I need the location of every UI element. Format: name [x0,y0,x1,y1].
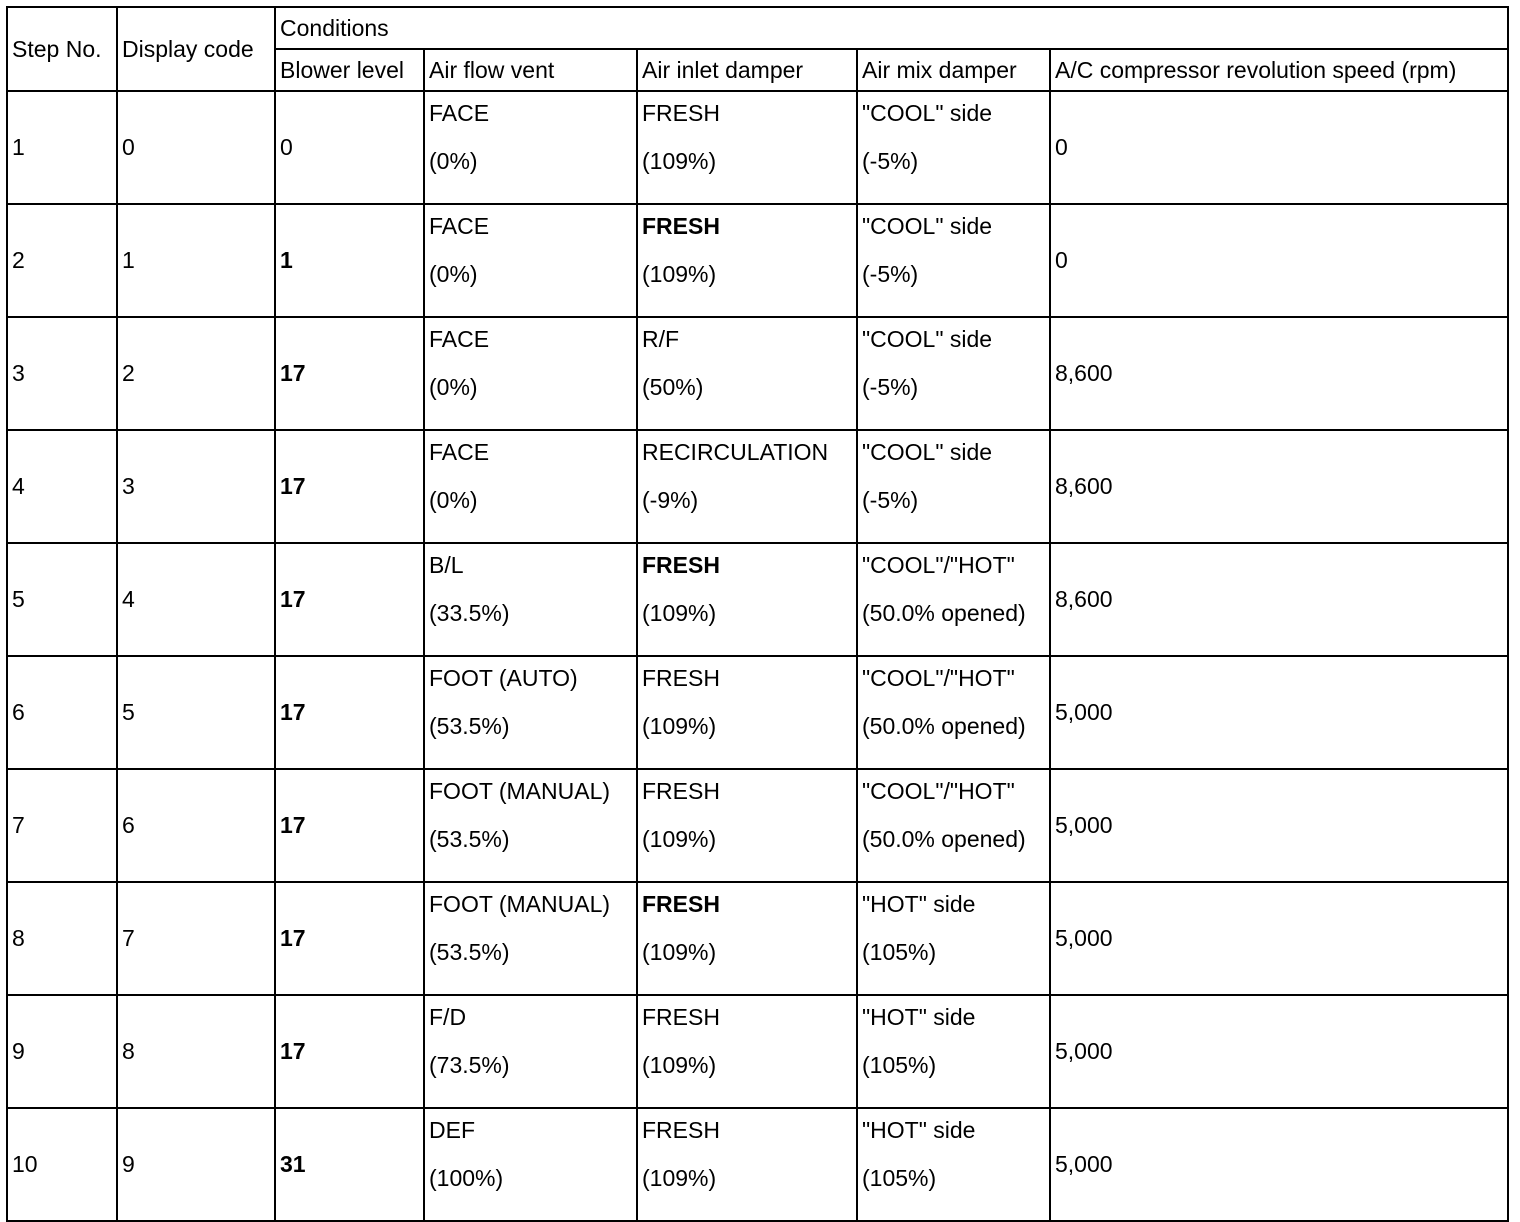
header-conditions: Conditions [275,7,1508,49]
cell-blower-level: 17 [275,769,424,882]
header-air-inlet-damper: Air inlet damper [637,49,857,91]
cell-air-mix-damper [857,204,1050,317]
cell-compressor-speed: 5,000 [1050,882,1508,995]
cell-air-inlet-damper-value: FRESH [642,1117,720,1143]
table-row [7,769,1508,882]
cell-air-mix-damper [857,430,1050,543]
cell-blower-level: 31 [275,1108,424,1221]
table-row [7,91,1508,204]
cell-air-inlet-damper-percent: (109%) [642,600,717,626]
cell-step-no: 4 [7,430,117,543]
cell-blower-level: 17 [275,656,424,769]
cell-air-flow-vent-value: FACE [429,439,490,465]
table-row [7,430,1508,543]
cell-air-flow-vent [424,769,637,882]
cell-air-inlet-damper-percent: (109%) [642,826,717,852]
cell-air-mix-damper-percent: (50.0% opened) [862,713,1026,739]
cell-air-inlet-damper [637,882,857,995]
cell-compressor-speed: 0 [1050,91,1508,204]
cell-air-mix-damper-value: "COOL" side [862,439,993,465]
cell-air-inlet-damper [637,204,857,317]
cell-air-flow-vent-value: FOOT (AUTO) [429,665,578,691]
table-row [7,317,1508,430]
cell-air-flow-vent [424,317,637,430]
cell-blower-level: 17 [275,430,424,543]
cell-air-flow-vent-value: FOOT (MANUAL) [429,891,611,917]
cell-air-mix-damper-value: "COOL" side [862,100,993,126]
cell-air-mix-damper [857,317,1050,430]
cell-air-flow-vent-value: F/D [429,1004,467,1030]
cell-air-inlet-damper [637,1108,857,1221]
cell-blower-level: 1 [275,204,424,317]
cell-air-flow-vent [424,656,637,769]
cell-air-inlet-damper-percent: (109%) [642,148,717,174]
cell-air-flow-vent-value: FACE [429,213,490,239]
cell-air-mix-damper-percent: (-5%) [862,148,919,174]
cell-air-flow-vent-percent: (73.5%) [429,1052,510,1078]
cell-air-mix-damper-value: "COOL" side [862,213,993,239]
cell-air-inlet-damper-value: FRESH [642,891,720,917]
cell-air-flow-vent-value: B/L [429,552,464,578]
cell-display-code: 9 [117,1108,275,1221]
cell-air-flow-vent-value: FACE [429,326,490,352]
cell-compressor-speed: 5,000 [1050,995,1508,1108]
cell-air-mix-damper-percent: (-5%) [862,261,919,287]
cell-air-mix-damper-percent: (50.0% opened) [862,600,1026,626]
cell-air-mix-damper-percent: (-5%) [862,374,919,400]
cell-display-code: 0 [117,91,275,204]
cell-display-code: 7 [117,882,275,995]
cell-compressor-speed: 5,000 [1050,656,1508,769]
cell-air-inlet-damper [637,995,857,1108]
cell-air-flow-vent-percent: (0%) [429,374,478,400]
cell-air-mix-damper-percent: (-5%) [862,487,919,513]
cell-air-inlet-damper-percent: (109%) [642,713,717,739]
cell-air-inlet-damper-value: R/F [642,326,680,352]
cell-air-flow-vent [424,1108,637,1221]
cell-air-mix-damper [857,543,1050,656]
cell-air-inlet-damper [637,656,857,769]
header-display-code: Display code [117,7,275,91]
cell-air-flow-vent-percent: (53.5%) [429,939,510,965]
cell-air-mix-damper-percent: (105%) [862,1052,937,1078]
cell-air-inlet-damper-percent: (-9%) [642,487,699,513]
header-blower-level: Blower level [275,49,424,91]
cell-compressor-speed: 8,600 [1050,317,1508,430]
cell-air-flow-vent [424,882,637,995]
cell-step-no: 10 [7,1108,117,1221]
cell-air-flow-vent-percent: (0%) [429,148,478,174]
cell-blower-level: 17 [275,317,424,430]
cell-air-mix-damper-percent: (105%) [862,1165,937,1191]
cell-air-mix-damper-value: "COOL"/"HOT" [862,778,1015,804]
header-step-no: Step No. [7,7,117,91]
cell-air-mix-damper-value: "HOT" side [862,1117,976,1143]
cell-air-flow-vent-percent: (0%) [429,487,478,513]
cell-display-code: 6 [117,769,275,882]
table-row [7,995,1508,1108]
cell-air-mix-damper [857,1108,1050,1221]
cell-step-no: 2 [7,204,117,317]
cell-blower-level: 17 [275,882,424,995]
cell-air-inlet-damper-value: FRESH [642,778,720,804]
cell-air-inlet-damper [637,430,857,543]
cell-step-no: 6 [7,656,117,769]
cell-air-inlet-damper [637,543,857,656]
cell-air-inlet-damper-value: FRESH [642,552,720,578]
cell-compressor-speed: 5,000 [1050,769,1508,882]
cell-air-mix-damper [857,656,1050,769]
cell-air-inlet-damper-percent: (109%) [642,261,717,287]
cell-display-code: 5 [117,656,275,769]
cell-step-no: 8 [7,882,117,995]
cell-display-code: 2 [117,317,275,430]
cell-display-code: 1 [117,204,275,317]
cell-air-inlet-damper [637,769,857,882]
cell-blower-level: 17 [275,995,424,1108]
cell-step-no: 5 [7,543,117,656]
cell-air-flow-vent [424,995,637,1108]
cell-step-no: 7 [7,769,117,882]
cell-air-flow-vent [424,204,637,317]
cell-air-mix-damper-value: "HOT" side [862,891,976,917]
cell-air-inlet-damper-percent: (109%) [642,1052,717,1078]
header-air-flow-vent: Air flow vent [424,49,637,91]
cell-air-inlet-damper-percent: (50%) [642,374,704,400]
cell-display-code: 4 [117,543,275,656]
cell-air-inlet-damper-percent: (109%) [642,939,717,965]
table-row [7,656,1508,769]
cell-air-flow-vent-percent: (33.5%) [429,600,510,626]
cell-step-no: 3 [7,317,117,430]
cell-compressor-speed: 8,600 [1050,430,1508,543]
cell-step-no: 9 [7,995,117,1108]
header-compressor-speed: A/C compressor revolution speed (rpm) [1050,49,1508,91]
cell-air-flow-vent-value: FOOT (MANUAL) [429,778,611,804]
cell-blower-level: 0 [275,91,424,204]
cell-compressor-speed: 8,600 [1050,543,1508,656]
cell-air-mix-damper-value: "HOT" side [862,1004,976,1030]
cell-air-inlet-damper [637,317,857,430]
cell-air-inlet-damper-value: FRESH [642,1004,720,1030]
cell-air-mix-damper-value: "COOL"/"HOT" [862,552,1015,578]
cell-air-mix-damper [857,995,1050,1108]
cell-air-flow-vent-percent: (100%) [429,1165,504,1191]
cell-air-inlet-damper-value: FRESH [642,665,720,691]
cell-compressor-speed: 0 [1050,204,1508,317]
cell-air-mix-damper [857,91,1050,204]
cell-display-code: 8 [117,995,275,1108]
cell-air-inlet-damper-value: FRESH [642,213,720,239]
cell-air-flow-vent-percent: (53.5%) [429,713,510,739]
cell-display-code: 3 [117,430,275,543]
cell-air-inlet-damper-value: RECIRCULATION [642,439,829,465]
cell-air-mix-damper [857,882,1050,995]
table-row [7,1108,1508,1221]
cell-step-no: 1 [7,91,117,204]
conditions-table [6,6,1509,1222]
table-row [7,882,1508,995]
cell-air-mix-damper-value: "COOL" side [862,326,993,352]
cell-blower-level: 17 [275,543,424,656]
cell-air-flow-vent-value: FACE [429,100,490,126]
header-air-mix-damper: Air mix damper [857,49,1050,91]
cell-air-flow-vent-value: DEF [429,1117,475,1143]
table-row [7,543,1508,656]
cell-air-inlet-damper [637,91,857,204]
cell-air-mix-damper-value: "COOL"/"HOT" [862,665,1015,691]
cell-air-mix-damper-percent: (50.0% opened) [862,826,1026,852]
cell-air-flow-vent [424,430,637,543]
cell-compressor-speed: 5,000 [1050,1108,1508,1221]
cell-air-flow-vent [424,91,637,204]
cell-air-inlet-damper-value: FRESH [642,100,720,126]
cell-air-flow-vent-percent: (53.5%) [429,826,510,852]
table-row [7,204,1508,317]
cell-air-mix-damper-percent: (105%) [862,939,937,965]
cell-air-flow-vent [424,543,637,656]
cell-air-mix-damper [857,769,1050,882]
cell-air-flow-vent-percent: (0%) [429,261,478,287]
cell-air-inlet-damper-percent: (109%) [642,1165,717,1191]
